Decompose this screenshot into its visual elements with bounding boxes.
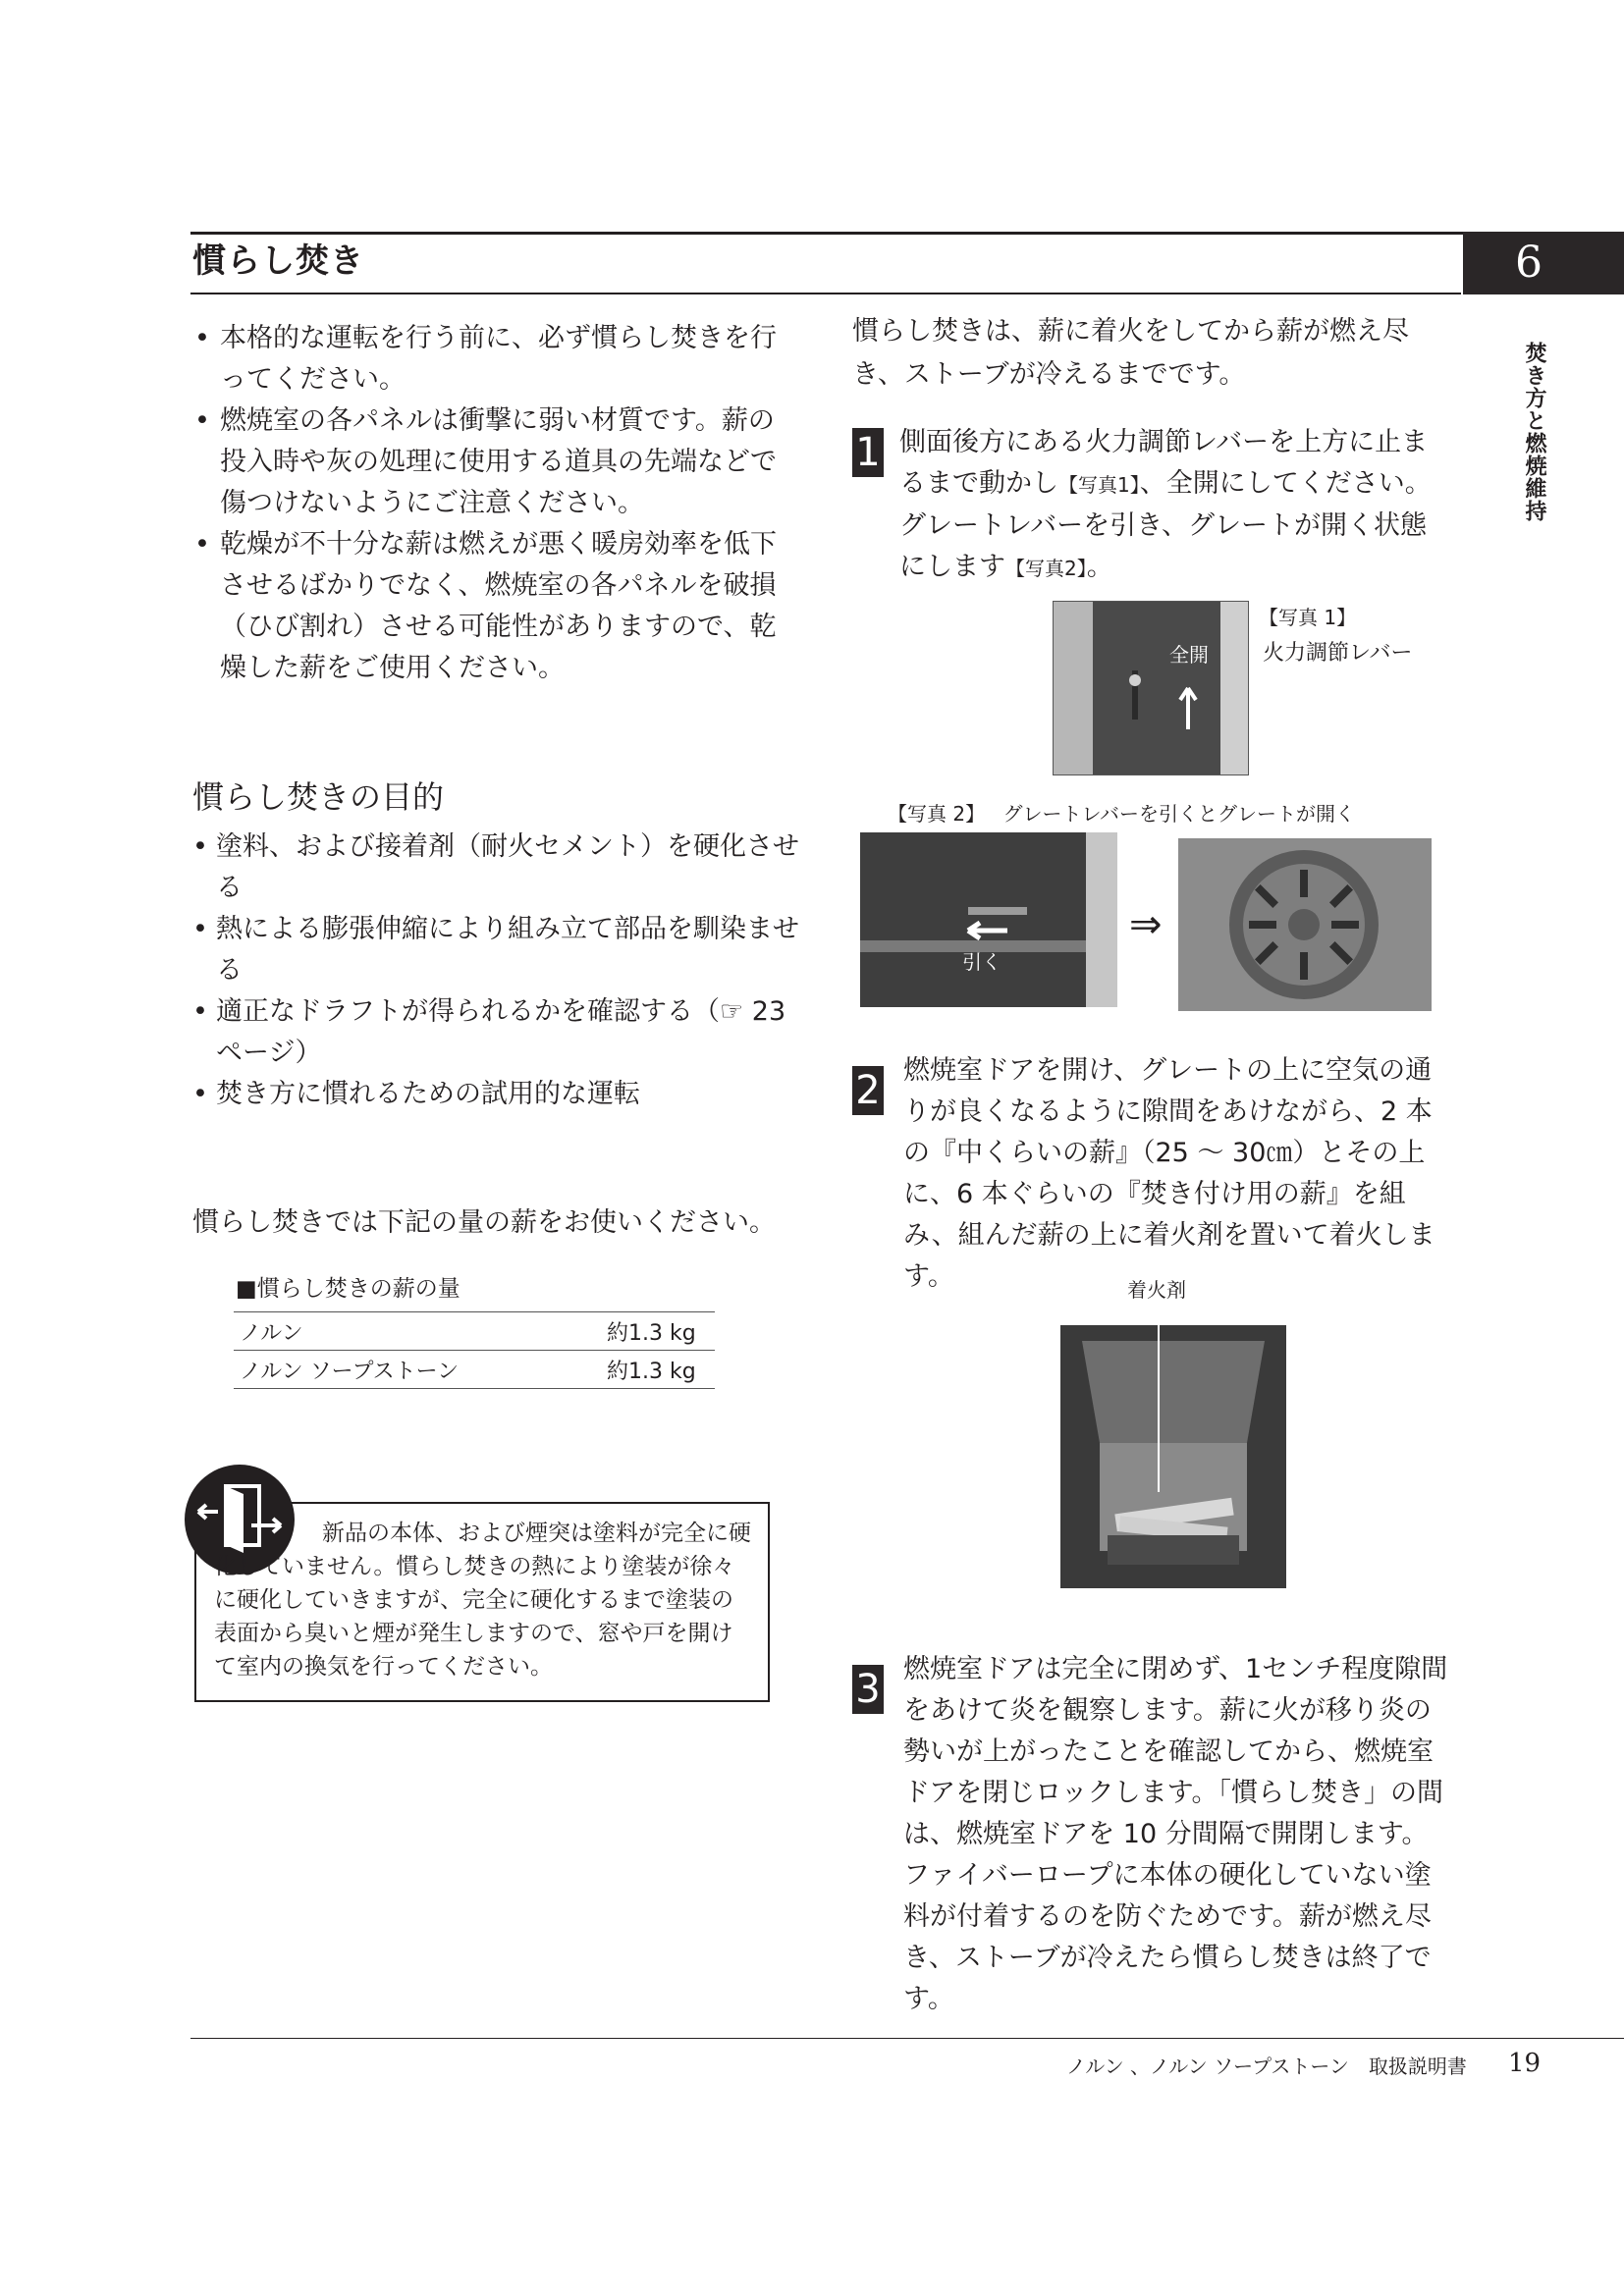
arrow-icon: ⇒ (1129, 902, 1163, 947)
chapter-number-badge: 6 (1463, 232, 1624, 294)
table-cell-model: ノルン (234, 1312, 607, 1351)
title-underline (190, 293, 1461, 294)
section-title: 慣らし焚き (192, 241, 364, 281)
step-3-number: 3 (852, 1665, 884, 1714)
table-row (234, 1312, 715, 1351)
list-item: • 熱による膨張伸縮により組み立て部品を馴染ませる (192, 909, 801, 991)
header-top-rule (190, 232, 1624, 235)
caution-bullet-list (192, 318, 782, 689)
step-1-line1: 側面後方にある火力調節レバーを上方に止まるまで動かし (899, 427, 1429, 499)
step-1-number: 1 (852, 428, 884, 477)
photo-3-label: 着火剤 (1127, 1278, 1186, 1302)
ventilation-note-text: 新品の本体、および煙突は塗料が完全に硬化していません。慣らし焚きの熱により塗装が徐々に硬化していきますが、完全に硬化するまで塗装の表面から臭いと煙が発生しますので、窓や戸を開けて室内の換気を行ってください。 (214, 1521, 751, 1680)
step-2-text: 燃焼室ドアを開け、グレートの上に空気の通りが良くなるように隙間をあけながら、2 本の『中くらいの薪』（25 ～ 30㎝）とその上に、6 本ぐらいの『焚き付け用の薪』を組み、組んだ薪の上に着火剤を置いて着火します。 (903, 1055, 1435, 1292)
photo-2-caption-text: グレートレバーを引くとグレートが開く (1002, 802, 1356, 826)
wood-table-caption: ■慣らし焚きの薪の量 (236, 1276, 460, 1302)
table-cell-model: ノルン ソープストーン (234, 1351, 607, 1389)
procedure-intro: 慣らし焚きは、薪に着火をしてから薪が燃え尽き、ストーブが冷えるまでです。 (852, 316, 1409, 390)
page-number: 19 (1508, 2049, 1542, 2078)
step-1-ref-photo1: 【写真1】 (1058, 473, 1140, 497)
list-item: • 乾燥が不十分な薪は燃えが悪く暖房効率を低下させるばかりでなく、燃焼室の各パネルを破損（ひび割れ）させる可能性がありますので、乾燥した薪をご使用ください。 (192, 524, 782, 689)
purpose-list (192, 827, 801, 1115)
list-item: • 燃焼室の各パネルは衝撃に弱い材質です。薪の投入時や灰の処理に使用する道具の先端などで傷つけないようにご注意ください。 (192, 400, 782, 524)
chapter-side-label: 焚き方と燃焼維持 (1522, 342, 1547, 522)
photo-1-label: 全開 (1169, 643, 1209, 667)
footer-rule (190, 2038, 1624, 2039)
step-1-text (899, 422, 1449, 589)
footer-manual-title: ノルン 、ノルン ソープストーン 取扱説明書 (1066, 2055, 1467, 2078)
table-cell-amount: 約1.3 kg (607, 1312, 715, 1351)
step-1-line2: 、全開にしてください。 (1139, 468, 1432, 499)
list-item: • 適正なドラフトが得られるかを確認する（☞ 23 ページ） (192, 991, 801, 1074)
step-1-ref-photo2: 【写真2】 (1005, 557, 1087, 580)
photo-1-caption: 火力調節レバー (1263, 641, 1413, 666)
photo-2-caption (888, 799, 1355, 828)
wood-amount-intro: 慣らし焚きでは下記の量の薪をお使いください。 (192, 1207, 776, 1238)
step-1-line4: 。 (1086, 552, 1113, 582)
purpose-heading: 慣らし焚きの目的 (192, 778, 445, 816)
step-1-line3: グレートレバーを引き、グレートが開く状態にします (899, 510, 1428, 582)
table-cell-amount: 約1.3 kg (607, 1351, 715, 1389)
photo-1-damper-lever (1053, 601, 1249, 775)
photo-2-caption-tag: 【写真 2】 (888, 802, 986, 826)
step-3-text: 燃焼室ドアは完全に閉めず、1センチ程度隙間をあけて炎を観察します。薪に火が移り炎の勢いが上がったことを確認してから、燃焼室ドアを閉じロックします。「慣らし焚き」の間は、燃焼室ドアを 10 分間隔で開閉します。ファイバーロープに本体の硬化していない塗料が付着するのを防ぐためです。薪が燃え尽き、ストーブが冷えたら慣らし焚きは終了です。 (903, 1654, 1448, 2014)
photo-3-firebox (1060, 1325, 1286, 1588)
list-item: • 塗料、および接着剤（耐火セメント）を硬化させる (192, 827, 801, 909)
list-item: • 焚き方に慣れるための試用的な運転 (192, 1074, 801, 1115)
photo-2-label: 引く (962, 950, 1001, 974)
wood-amount-table (234, 1311, 715, 1389)
step-2-number: 2 (852, 1066, 884, 1115)
list-item: • 本格的な運転を行う前に、必ず慣らし焚きを行ってください。 (192, 318, 782, 400)
photo-1-caption-tag: 【写真 1】 (1259, 606, 1357, 629)
photo-2b-grate-open (1178, 838, 1432, 1011)
photo-2a-grate-lever (860, 832, 1117, 1007)
table-row (234, 1351, 715, 1389)
